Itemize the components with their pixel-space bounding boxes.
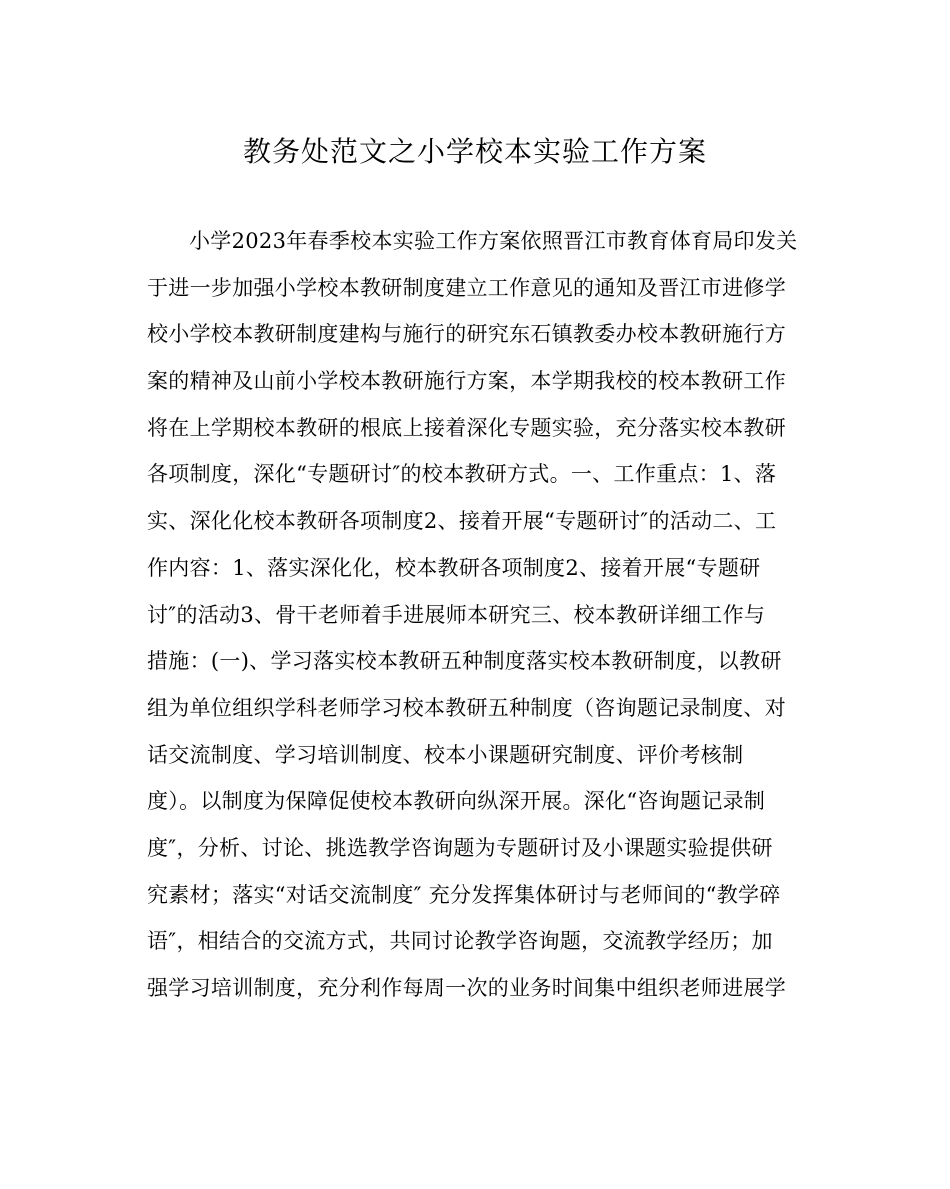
paragraph-line-14: 度″，分析、讨论、挑选教学咨询题为专题研讨及小课题实验提供研 <box>147 835 773 860</box>
paragraph-line-10: 措施：(一)、学习落实校本教研五种制度落实校本教研制度，以教研 <box>147 649 782 674</box>
paragraph-line-5: 将在上学期校本教研的根底上接着深化专题实验，充分落实校本教研 <box>147 415 786 440</box>
paragraph-line-16: 语″，相结合的交流方式，共同讨论教学咨询题，交流教学经历；加 <box>147 929 773 954</box>
paragraph-line-8: 作内容：1、落实深化化，校本教研各项制度2、接着开展“专题研 <box>147 555 761 580</box>
paragraph-line-1: 小学2023年春季校本实验工作方案依照晋江市教育体育局印发关 <box>189 229 798 253</box>
document-title: 教务处范文之小学校本实验工作方案 <box>242 135 707 168</box>
paragraph-line-15: 究素材；落实“对话交流制度″ 充分发挥集体研讨与老师间的“教学碎 <box>147 882 781 907</box>
paragraph-line-2: 于进一步加强小学校本教研制度建立工作意见的通知及晋江市进修学 <box>147 275 786 300</box>
paragraph-line-17: 强学习培训制度，充分利作每周一次的业务时间集中组织老师进展学 <box>147 976 786 1000</box>
paragraph-line-11: 组为单位组织学科老师学习校本教研五种制度（咨询题记录制度、对 <box>147 695 786 720</box>
paragraph-line-12: 话交流制度、学习培训制度、校本小课题研究制度、评价考核制 <box>147 742 744 767</box>
paragraph-line-13: 度）。以制度为保障促使校本教研向纵深开展。深化“咨询题记录制 <box>147 789 766 814</box>
paragraph-line-4: 案的精神及山前小学校本教研施行方案，本学期我校的校本教研工作 <box>147 369 786 394</box>
paragraph-line-9: 讨″的活动3、骨干老师着手进展师本研究三、校本教研详细工作与 <box>147 602 766 627</box>
document-body <box>147 218 807 1012</box>
paragraph-line-7: 实、深化化校本教研各项制度2、接着开展“专题研讨″的活动二、工 <box>147 509 777 534</box>
paragraph-line-3: 校小学校本教研制度建构与施行的研究东石镇教委办校本教研施行方 <box>147 322 786 347</box>
paragraph-line-6: 各项制度，深化“专题研讨″的校本教研方式。一、工作重点：1、落 <box>147 462 777 487</box>
